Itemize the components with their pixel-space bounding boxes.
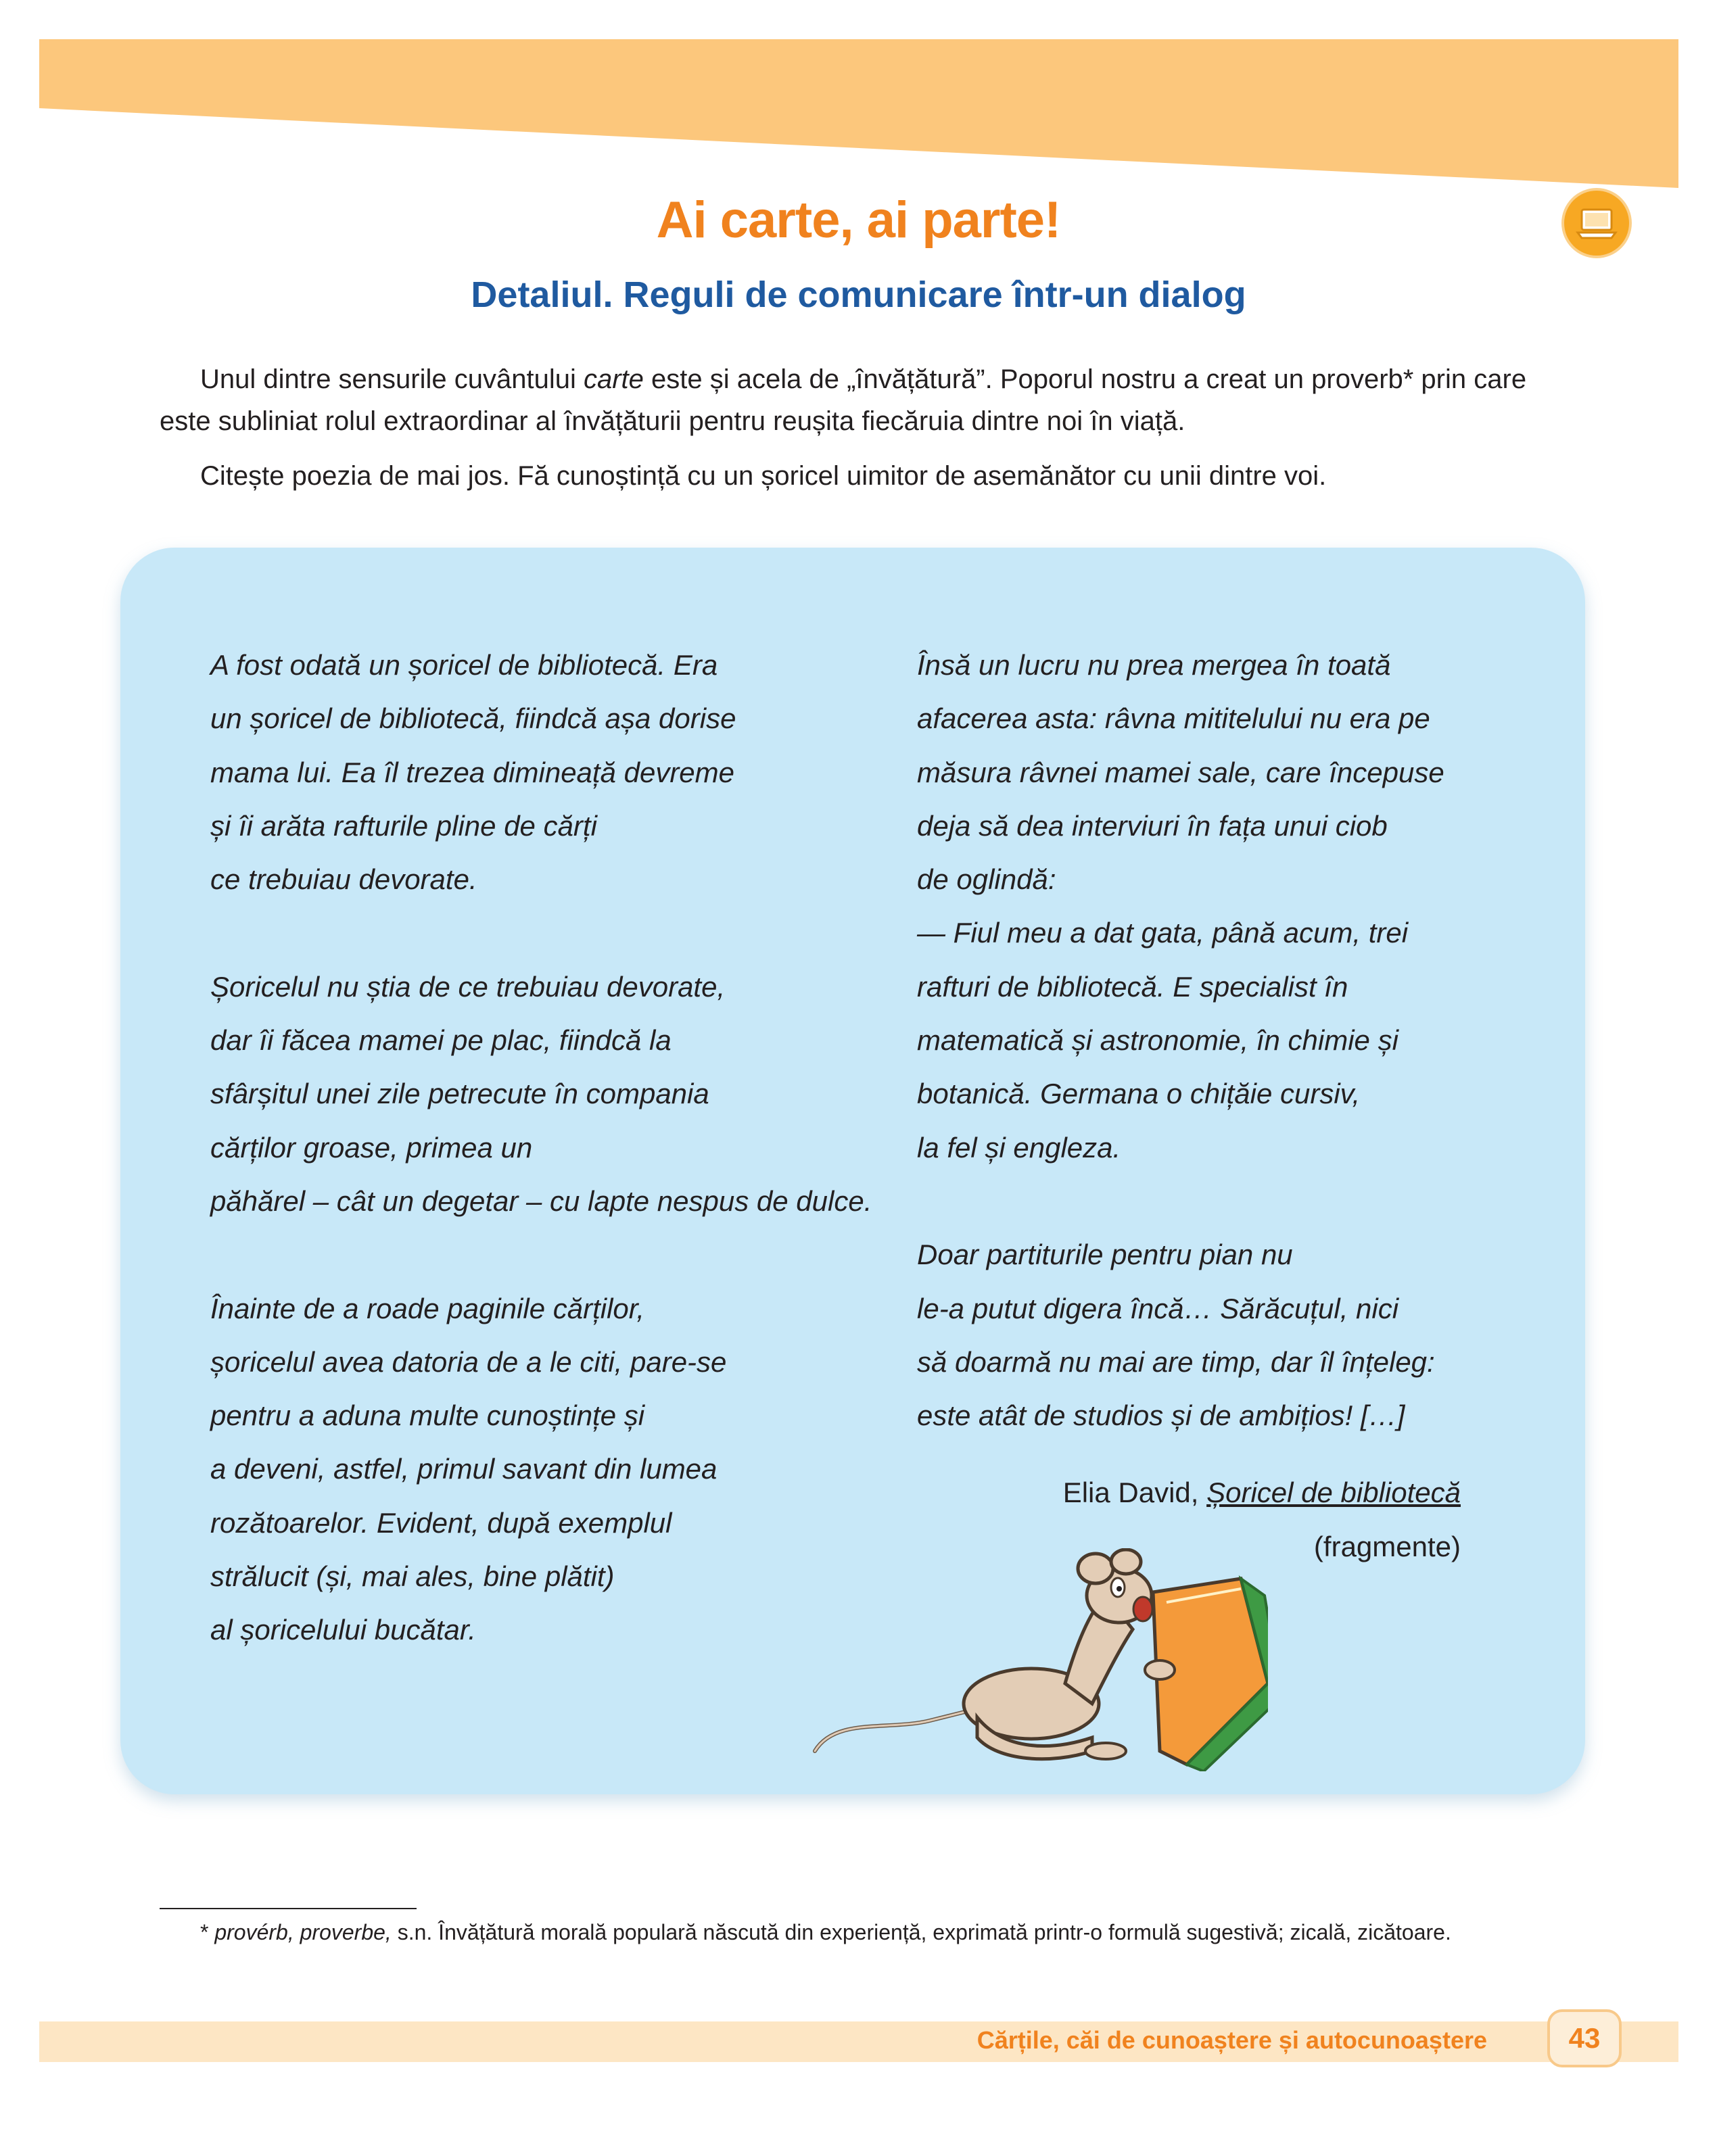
- poem-line: sfârșitul unei zile petrecute în compania: [210, 1078, 709, 1110]
- poem-line: rozătoarelor. Evident, după exemplul: [210, 1506, 672, 1539]
- footnote: * provérb, proverbe, s.n. Învățătură morală populară născută din experiență, exprimată printr-o formulă sugestivă; zicală, zicătoare.: [200, 1920, 1451, 1944]
- poem-line: matematică și astronomie, în chimie și: [917, 1024, 1398, 1057]
- poem-line: afacerea asta: râvna mititelului nu era pe: [917, 702, 1430, 735]
- poem-line: măsura râvnei mamei sale, care începuse: [917, 756, 1444, 788]
- poem-line: păhărel – cât un degetar – cu lapte nespus de dulce.: [210, 1184, 872, 1217]
- poem-line: deja să dea interviuri în fața unui ciob: [917, 809, 1388, 842]
- poem-line: [210, 906, 887, 959]
- poem-line: mama lui. Ea îl trezea dimineață devreme: [210, 756, 735, 788]
- footer-line: [39, 2059, 1678, 2062]
- poem-line: de oglindă:: [917, 863, 1056, 896]
- poem-line: șoricelul avea datoria de a le citi, pare-se: [210, 1345, 727, 1378]
- poem-line: ce trebuiau devorate.: [210, 863, 477, 896]
- fragment-note: (fragmente): [1313, 1531, 1461, 1562]
- footnote-rule: [160, 1908, 417, 1909]
- digital-lesson-icon[interactable]: [1564, 191, 1629, 256]
- intro-paragraph-1: Unul dintre sensurile cuvântului carte este și acela de „învățătură”. Poporul nostru a creat un proverb* prin care este subliniat rolul extraordinar al învățăturii pentru reușita fiecăruia dintre noi în viață.: [160, 364, 1527, 436]
- poem-line: pentru a aduna multe cunoștințe și: [210, 1399, 645, 1432]
- poem-line: strălucit (și, mai ales, bine plătit): [210, 1560, 615, 1593]
- page-title: Ai carte, ai parte!: [656, 191, 1061, 249]
- poem-column-left: [210, 638, 887, 1657]
- poem-line: cărților groase, primea un: [210, 1131, 533, 1164]
- poem-line: — Fiul meu a dat gata, până acum, trei: [917, 917, 1409, 949]
- page-number: 43: [1547, 2009, 1622, 2067]
- poem-line: să doarmă nu mai are timp, dar îl înțeleg:: [917, 1345, 1435, 1378]
- poem-line: și îi arăta rafturile pline de cărți: [210, 809, 597, 842]
- poem-line: a deveni, astfel, primul savant din lumea: [210, 1453, 718, 1485]
- mouse-with-book-illustration: [808, 1548, 1268, 1771]
- poem-line: rafturi de bibliotecă. E specialist în: [917, 970, 1348, 1003]
- poem-column-right: [917, 638, 1526, 1442]
- header-band: [0, 0, 1717, 203]
- poem-line: Doar partiturile pentru pian nu: [917, 1239, 1293, 1271]
- poem-line: botanică. Germana o chițăie cursiv,: [917, 1078, 1361, 1110]
- poem-line: la fel și engleza.: [917, 1131, 1121, 1164]
- poem-line: Înainte de a roade paginile cărților,: [210, 1292, 645, 1324]
- poem-line: este atât de studios și de ambițios! […]: [917, 1399, 1405, 1432]
- poem-line: [917, 1174, 1526, 1228]
- chapter-title: Cărțile, căi de cunoaștere și autocunoaștere: [977, 2026, 1487, 2054]
- footnote-definition: s.n. Învățătură morală populară născută din experiență, exprimată printr-o formulă sugestivă; zicală, zicătoare.: [391, 1920, 1451, 1944]
- footnote-term: provérb, proverbe,: [214, 1920, 392, 1944]
- poem-line: Șoricelul nu știa de ce trebuiau devorate,: [210, 970, 726, 1003]
- poem-line: [210, 1228, 887, 1281]
- work-title: Șoricel de bibliotecă: [1206, 1477, 1461, 1508]
- author-name: Elia David,: [1062, 1477, 1207, 1508]
- intro-paragraph-2: Citește poezia de mai jos. Fă cunoștință cu un șoricel uimitor de asemănător cu unii dintre voi.: [200, 461, 1327, 491]
- poem-line: al șoricelului bucătar.: [210, 1614, 476, 1646]
- poem-line: un șoricel de bibliotecă, fiindcă așa dorise: [210, 702, 736, 735]
- poem-line: le-a putut digera încă… Sărăcuțul, nici: [917, 1292, 1399, 1324]
- page-subtitle: Detaliul. Reguli de comunicare într-un dialog: [471, 274, 1246, 315]
- poem-line: Însă un lucru nu prea mergea în toată: [917, 649, 1391, 681]
- poem-line: dar îi făcea mamei pe plac, fiindcă la: [210, 1024, 672, 1057]
- poem-line: A fost odată un șoricel de bibliotecă. Era: [210, 649, 718, 681]
